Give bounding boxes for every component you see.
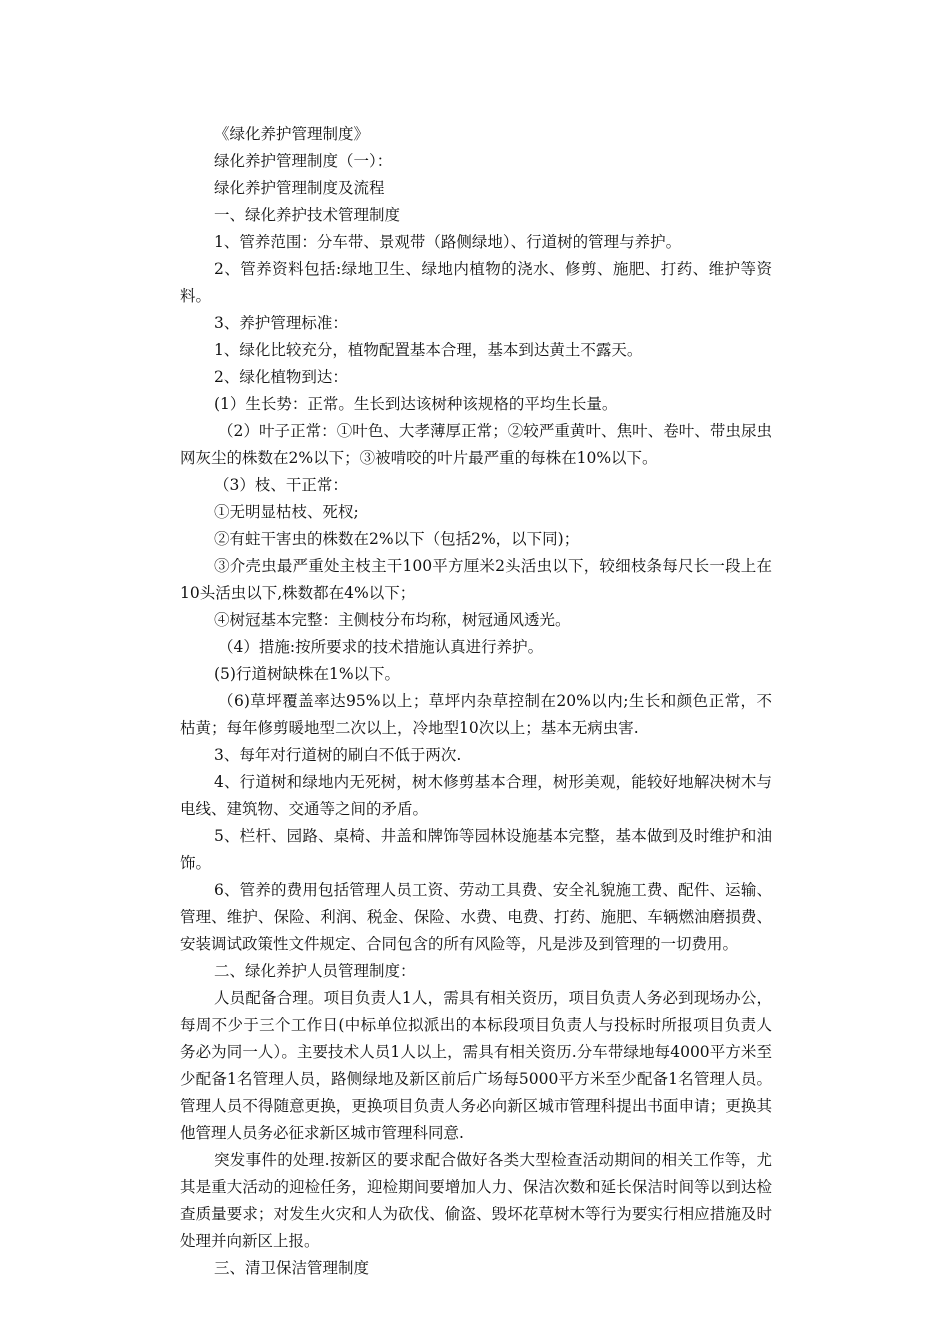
paragraph: (5)行道树缺株在1%以下。 — [214, 665, 401, 683]
paragraph: ①无明显枯枝、死杈; — [214, 503, 359, 521]
paragraph: 2、绿化植物到达： — [214, 368, 348, 386]
section-heading: 一、绿化养护技术管理制度 — [214, 206, 401, 224]
paragraph: (1）生长势：正常。生长到达该树种该规格的平均生长量。 — [214, 395, 618, 413]
paragraph: （4）措施:按所要求的技术措施认真进行养护。 — [218, 638, 544, 656]
paragraph: （2）叶子正常：①叶色、大孝薄厚正常；②较严重黄叶、焦叶、卷叶、带虫尿虫网灰尘的株数在2%以下；③被啃咬的叶片最严重的每株在10%以下。 — [180, 422, 772, 467]
paragraph: （3）枝、干正常： — [214, 476, 348, 494]
paragraph: 3、养护管理标准： — [214, 314, 348, 332]
paragraph: ③介壳虫最严重处主枝主干100平方厘米2头活虫以下，较细枝条每尺长一段上在10头活虫以下,株数都在4%以下； — [180, 557, 772, 602]
paragraph: 突发事件的处理.按新区的要求配合做好各类大型检查活动期间的相关工作等，尤其是重大活动的迎检任务，迎检期间要增加人力、保洁次数和延长保洁时间等以到达检查质量要求；对发生火灾和人为砍伐、偷盗、毁坏花草树木等行为要实行相应措施及时处理并向新区上报。 — [180, 1151, 772, 1250]
section-subtitle: 绿化养护管理制度（一）： — [214, 152, 393, 170]
paragraph: ④树冠基本完整：主侧枝分布均称，树冠通风透光。 — [214, 611, 571, 629]
paragraph: 人员配备合理。项目负责人1人，需具有相关资历，项目负责人务必到现场办公，每周不少于三个工作日(中标单位拟派出的本标段项目负责人与投标时所报项目负责人务必为同一人）。主要技术人员1人以上，需具有相关资历.分车带绿地每4000平方米至少配备1名管理人员，路侧绿地及新区前后广场每5000平方米至少配备1名管理人员。管理人员不得随意更换，更换项目负责人务必向新区城市管理科提出书面申请；更换其他管理人员务必征求新区城市管理科同意. — [180, 989, 772, 1142]
paragraph: 2、管养资料包括:绿地卫生、绿地内植物的浇水、修剪、施肥、打药、维护等资料。 — [180, 260, 772, 305]
paragraph: 1、绿化比较充分，植物配置基本合理，基本到达黄土不露天。 — [214, 341, 643, 359]
document-title: 《绿化养护管理制度》 — [214, 125, 370, 143]
paragraph: 3、每年对行道树的刷白不低于两次. — [214, 746, 462, 764]
paragraph: （6)草坪覆盖率达95%以上；草坪内杂草控制在20%以内;生长和颜色正常，不枯黄；每年修剪暖地型二次以上，冷地型10次以上；基本无病虫害. — [180, 692, 772, 737]
section-heading: 三、清卫保洁管理制度 — [214, 1259, 370, 1277]
paragraph: 6、管养的费用包括管理人员工资、劳动工具费、安全礼貌施工费、配件、运输、管理、维护、保险、利润、税金、保险、水费、电费、打药、施肥、车辆燃油磨损费、安装调试政策性文件规定、合同包含的所有风险等，凡是涉及到管理的一切费用。 — [180, 881, 772, 953]
paragraph: 1、管养范围：分车带、景观带（路侧绿地）、行道树的管理与养护。 — [214, 233, 682, 251]
section-subtitle: 绿化养护管理制度及流程 — [214, 179, 385, 197]
section-heading: 二、绿化养护人员管理制度： — [214, 962, 416, 980]
paragraph: 4、行道树和绿地内无死树，树木修剪基本合理，树形美观，能较好地解决树木与电线、建筑物、交通等之间的矛盾。 — [180, 773, 772, 818]
paragraph: ②有蛀干害虫的株数在2%以下（包括2%，以下同)； — [214, 530, 580, 548]
paragraph: 5、栏杆、园路、桌椅、井盖和牌饰等园林设施基本完整，基本做到及时维护和油饰。 — [180, 827, 772, 872]
document-body — [180, 121, 772, 1282]
